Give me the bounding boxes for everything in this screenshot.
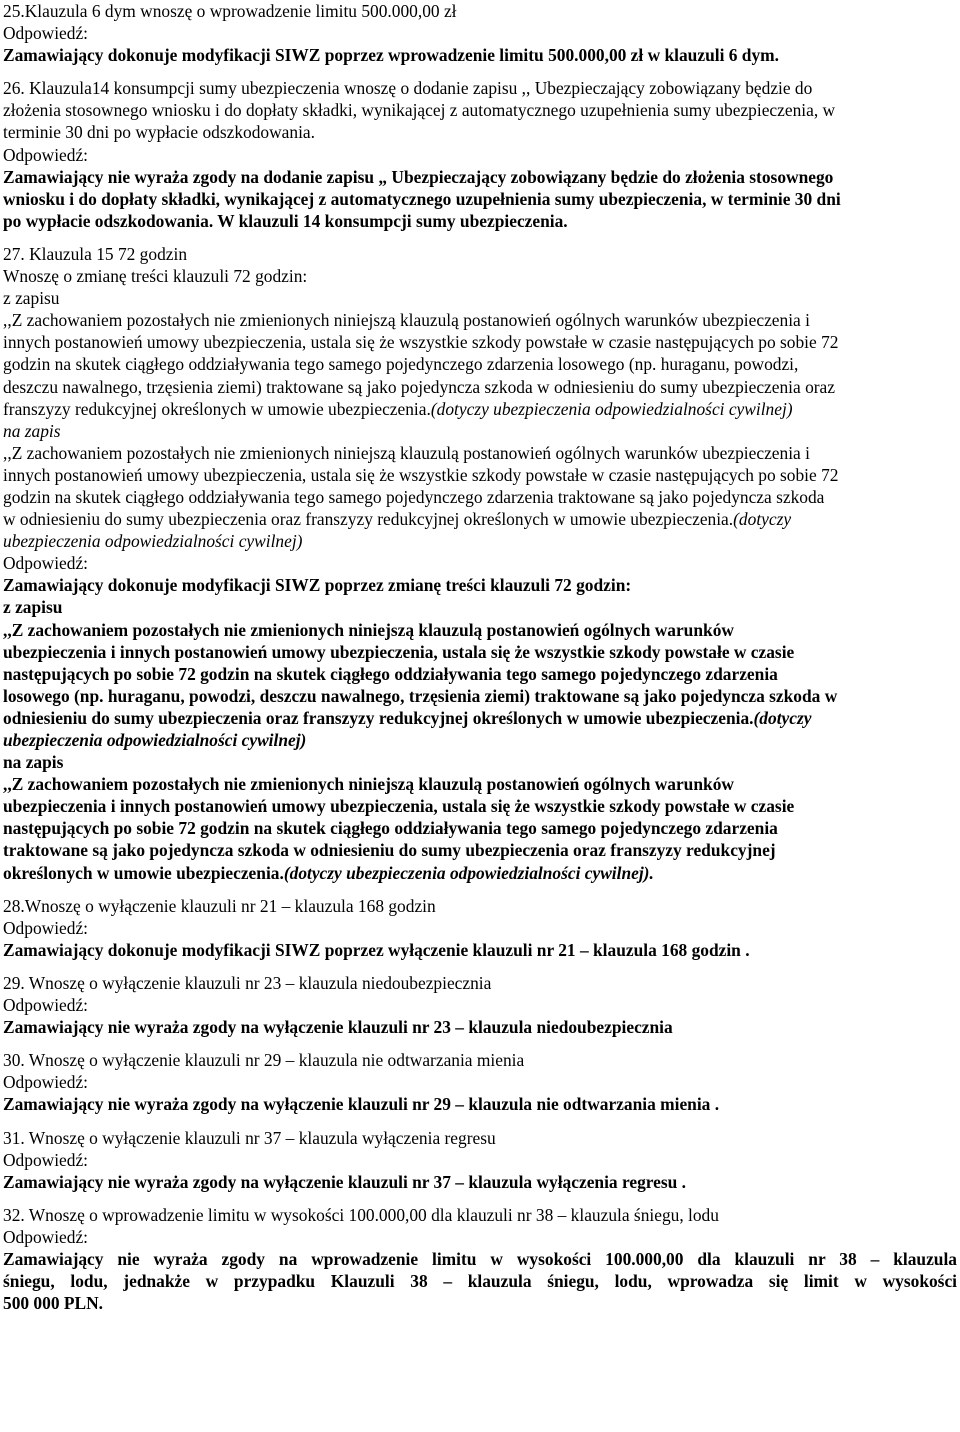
text-line [3,839,957,861]
text-line [3,1204,957,1226]
text-run: godzin na skutek ciągłego oddziaływania tego samego pojedynczego zdarzenia losowego (np. huraganu, powodzi, [3,354,799,375]
text-line [3,917,957,939]
text-line [3,663,957,685]
text-run: 500 000 PLN. [3,1293,103,1314]
section-gap [3,66,957,77]
text-line [3,144,957,166]
text-line [3,309,957,331]
text-run: traktowane są jako pojedyncza szkoda w odniesieniu do sumy ubezpieczenia oraz franszyzy redukcyjnej [3,840,776,861]
text-run: na zapis [3,752,64,773]
text-line [3,188,957,210]
text-line [3,0,957,22]
text-line [3,751,957,773]
text-line [3,287,957,309]
text-line [3,817,957,839]
answer-label: Odpowiedź: [3,1226,89,1247]
text-line [3,1171,957,1193]
text-run: następujących po sobie 72 godzin na skutek ciągłego oddziaływania tego samego pojedynczego zdarzenia [3,663,778,684]
text-run: następujących po sobie 72 godzin na skutek ciągłego oddziaływania tego samego pojedynczego zdarzenia [3,818,778,839]
text-run: ,,Z zachowaniem pozostałych nie zmienionych niniejszą klauzulą postanowień ogólnych warunków ubezpieczenia i [3,442,810,463]
text-run: Zamawiający nie wyraża zgody na dodanie zapisu „ Ubezpieczający zobowiązany będzie do złożenia stosownego [3,166,834,187]
text-run: (dotyczy ubezpieczenia odpowiedzialności cywilnej) [430,398,793,419]
section-gap [3,1116,957,1127]
text-line [3,895,957,917]
text-line [3,376,957,398]
text-line [3,353,957,375]
text-line [3,972,957,994]
text-line [3,121,957,143]
text-line [3,574,957,596]
text-line [3,773,957,795]
text-run: ubezpieczenia odpowiedzialności cywilnej) [3,730,307,750]
answer-label: Odpowiedź: [3,553,89,574]
text-line [3,265,957,287]
text-line [3,1270,957,1292]
text-line [3,1071,957,1093]
text-line [3,729,957,751]
section-4 [3,895,957,961]
text-line [3,398,957,420]
text-run: Zamawiający dokonuje modyfikacji SIWZ poprzez wprowadzenie limitu 500.000,00 zł w klauzuli 6 dym. [3,45,779,66]
text-line [3,508,957,530]
text-run: ,,Z zachowaniem pozostałych nie zmienionych niniejszą klauzulą postanowień ogólnych warunków [3,619,734,640]
answer-label: Odpowiedź: [3,1149,89,1170]
text-line [3,596,957,618]
text-line [3,442,957,464]
text-run: złożenia stosownego wniosku i do dopłaty składki, wynikającej z automatycznego uzupełnienia sumy ubezpieczenia, w [3,100,836,121]
section-gap [3,1193,957,1204]
text-run: 26. Klauzula14 konsumpcji sumy ubezpieczenia wnoszę o dodanie zapisu ,, Ubezpieczający zobowiązany będzie do [3,78,813,99]
text-run: Zamawiający nie wyraża zgody na wprowadzenie limitu w wysokości 100.000,00 dla klauzuli nr 38 – klauzula [3,1248,957,1269]
text-line [3,530,957,552]
section-gap [3,1038,957,1049]
text-run: Zamawiający nie wyraża zgody na wyłączenie klauzuli nr 37 – klauzula wyłączenia regresu . [3,1171,687,1192]
section-gap [3,884,957,895]
text-line [3,1292,957,1314]
text-run: 30. Wnoszę o wyłączenie klauzuli nr 29 – klauzula nie odtwarzania mienia [3,1050,525,1071]
answer-label: Odpowiedź: [3,995,89,1016]
text-line [3,331,957,353]
text-run: 27. Klauzula 15 72 godzin [3,243,188,264]
text-run: w odniesieniu do sumy ubezpieczenia oraz franszyzy redukcyjnej określonych w umowie ubezpieczenia. [3,509,734,530]
text-line [3,1248,957,1270]
text-run: ubezpieczenia i innych postanowień umowy ubezpieczenia, ustala się że wszystkie szkody powstałe w czasie [3,796,795,817]
text-line [3,939,957,961]
text-run: 31. Wnoszę o wyłączenie klauzuli nr 37 – klauzula wyłączenia regresu [3,1127,496,1148]
text-run: (dotyczy [733,509,792,530]
section-6 [3,1049,957,1115]
section-gap [3,961,957,972]
text-run: innych postanowień umowy ubezpieczenia, ustala się że wszystkie szkody powstałe w czasie następujących po sobie 72 [3,332,839,353]
text-run: losowego (np. huraganu, powodzi, deszczu nawalnego, trzęsienia ziemi) traktowane są jako pojedyncza szkoda w [3,685,838,706]
text-run: ubezpieczenia odpowiedzialności cywilnej) [3,531,303,552]
text-run: 28.Wnoszę o wyłączenie klauzuli nr 21 – klauzula 168 godzin [3,895,436,916]
text-line [3,707,957,729]
section-7 [3,1127,957,1193]
section-8 [3,1204,957,1314]
text-line [3,685,957,707]
text-line [3,22,957,44]
text-run: Zamawiający nie wyraża zgody na wyłączenie klauzuli nr 23 – klauzula niedoubezpiecznia [3,1017,673,1038]
text-line [3,552,957,574]
text-line [3,420,957,442]
text-run: Zamawiający nie wyraża zgody na wyłączenie klauzuli nr 29 – klauzula nie odtwarzania mienia . [3,1094,720,1115]
answer-label: Odpowiedź: [3,1072,89,1093]
text-run: ,,Z zachowaniem pozostałych nie zmienionych niniejszą klauzulą postanowień ogólnych warunków [3,774,734,795]
text-run: (dotyczy ubezpieczenia odpowiedzialności cywilnej). [283,862,654,883]
section-gap [3,232,957,243]
text-run: określonych w umowie ubezpieczenia. [3,862,284,883]
section-2 [3,77,957,232]
text-line [3,1093,957,1115]
text-run: 25.Klauzula 6 dym wnoszę o wprowadzenie limitu 500.000,00 zł [3,1,457,21]
text-line [3,1149,957,1171]
section-3 [3,243,957,884]
text-line [3,1127,957,1149]
text-line [3,795,957,817]
text-run: Wnoszę o zmianę treści klauzuli 72 godzin: [3,266,308,287]
text-run: ,,Z zachowaniem pozostałych nie zmienionych niniejszą klauzulą postanowień ogólnych warunków ubezpieczenia i [3,310,810,331]
text-line [3,166,957,188]
text-run: franszyzy redukcyjnej określonych w umowie ubezpieczenia. [3,398,431,419]
text-run: deszczu nawalnego, trzęsienia ziemi) traktowane są jako pojedyncza szkoda w odniesieniu do sumy ubezpieczenia oraz [3,376,835,397]
text-line [3,641,957,663]
text-run: Zamawiający dokonuje modyfikacji SIWZ poprzez wyłączenie klauzuli nr 21 – klauzula 168 godzin . [3,939,750,960]
text-line [3,1016,957,1038]
text-run: innych postanowień umowy ubezpieczenia, ustala się że wszystkie szkody powstałe w czasie następujących po sobie 72 [3,464,839,485]
answer-label: Odpowiedź: [3,917,89,938]
text-run: wniosku i do dopłaty składki, wynikającej z automatycznego uzupełnienia sumy ubezpieczenia, w terminie 30 dni [3,188,841,209]
text-line [3,243,957,265]
text-run: (dotyczy [753,707,812,728]
answer-label: Odpowiedź: [3,144,89,165]
text-line [3,99,957,121]
text-line [3,210,957,232]
text-line [3,77,957,99]
text-line [3,862,957,884]
text-line [3,619,957,641]
text-run: 29. Wnoszę o wyłączenie klauzuli nr 23 – klauzula niedoubezpiecznia [3,972,492,993]
text-run: śniegu, lodu, jednakże w przypadku Klauzuli 38 – klauzula śniegu, lodu, wprowadza się limit w wysokości [3,1271,957,1292]
text-run: odniesieniu do sumy ubezpieczenia oraz franszyzy redukcyjnej określonych w umowie ubezpieczenia. [3,707,754,728]
text-line [3,486,957,508]
section-5 [3,972,957,1038]
text-run: z zapisu [3,288,60,309]
text-run: godzin na skutek ciągłego oddziaływania tego samego pojedynczego zdarzenia traktowane są jako pojedyncza szkoda [3,486,825,507]
text-run: ubezpieczenia i innych postanowień umowy ubezpieczenia, ustala się że wszystkie szkody powstałe w czasie [3,641,795,662]
text-run: terminie 30 dni po wypłacie odszkodowania. [3,122,315,143]
text-run: po wypłacie odszkodowania. W klauzuli 14 konsumpcji sumy ubezpieczenia. [3,210,568,231]
text-line [3,1226,957,1248]
section-1 [3,0,957,66]
text-run: 32. Wnoszę o wprowadzenie limitu w wysokości 100.000,00 dla klauzuli nr 38 – klauzula śniegu, lodu [3,1204,719,1225]
text-run: na zapis [3,420,61,441]
text-line [3,1049,957,1071]
text-run: Zamawiający dokonuje modyfikacji SIWZ poprzez zmianę treści klauzuli 72 godzin: [3,575,632,596]
text-line [3,994,957,1016]
text-line [3,464,957,486]
text-line [3,44,957,66]
answer-label: Odpowiedź: [3,23,89,44]
text-run: z zapisu [3,597,63,618]
